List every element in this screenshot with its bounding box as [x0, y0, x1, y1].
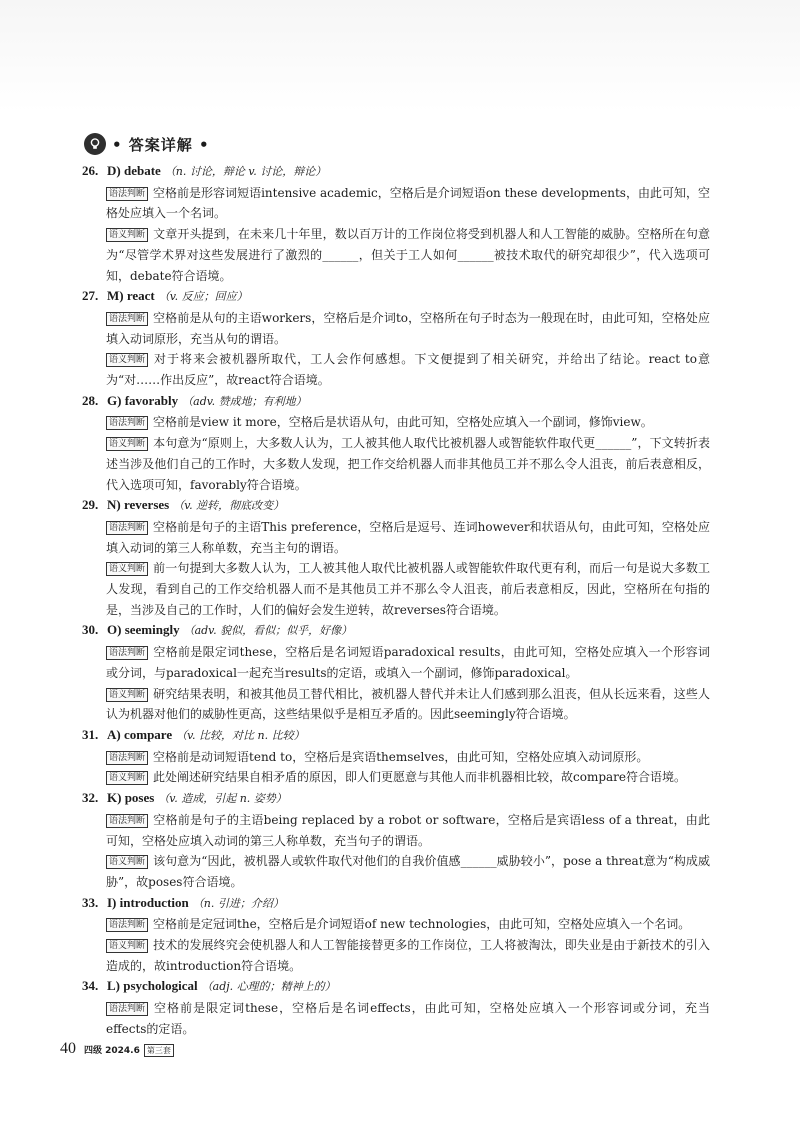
- explanation-text: 前一句提到大多数人认为，工人被其他人取代比被机器人或智能软件取代更有利，而后一句是说大多数工人发现，看到自己的工作交给机器人而不是其他员工并不那么令人沮丧，前后表意相反，因此，空格所在句指的是，当涉及自己的工作时，人们的偏好会发生逆转，故reverses符合语境。: [106, 561, 710, 617]
- explanation-paragraph: [106, 914, 710, 935]
- judgment-tag: 语法判断: [106, 521, 148, 535]
- judgment-tag: 语法判断: [106, 312, 148, 326]
- answer-gloss: （v. 造成，引起 n. 姿势）: [158, 792, 287, 806]
- answer-gloss: （adj. 心理的；精神上的）: [201, 980, 336, 994]
- judgment-tag: 语法判断: [106, 187, 148, 201]
- judgment-tag: 语义判断: [106, 771, 148, 785]
- lightbulb-icon: [84, 133, 106, 155]
- answer-heading: [82, 620, 710, 642]
- answer-heading: [82, 788, 710, 810]
- judgment-tag: 语义判断: [106, 939, 148, 953]
- explanation-text: 研究结果表明，和被其他员工替代相比，被机器人替代并未让人们感到那么沮丧，但从长远来看，这些人认为机器对他们的威胁性更高，这些结果似乎是相互矛盾的。因此seemingly符合语境。: [106, 686, 710, 722]
- judgment-tag: 语义判断: [106, 688, 148, 702]
- answer-item: [82, 161, 710, 286]
- explanation-paragraph: [106, 851, 710, 892]
- explanation-paragraph: [106, 349, 710, 390]
- answer-heading: [82, 495, 710, 517]
- answer-word: M) react: [107, 288, 155, 304]
- explanation-paragraph: [106, 998, 710, 1039]
- top-margin-band: [0, 0, 800, 112]
- explanation-text: 对于将来会被机器所取代，工人会作何感想。下文便提到了相关研究，并给出了结论。react to意为“对……作出反应”，故react符合语境。: [106, 352, 710, 388]
- explanation-paragraph: [106, 308, 710, 349]
- answer-word: K) poses: [107, 790, 155, 806]
- explanation-text: 空格前是限定词these，空格后是名词短语paradoxical results，由此可知，空格处应填入一个形容词或分词，与paradoxical一起充当results的定语，或填入一个副词，修饰paradoxical。: [106, 645, 710, 680]
- answer-gloss: （v. 反应；回应）: [158, 290, 248, 304]
- answer-item: [82, 725, 710, 788]
- answer-item: [82, 495, 710, 620]
- explanation-paragraph: [106, 935, 710, 976]
- answer-word: N) reverses: [107, 497, 170, 513]
- answer-word: G) favorably: [107, 392, 179, 408]
- explanation-text: 空格前是从句的主语workers，空格后是介词to，空格所在句子时态为一般现在时，由此可知，空格处应填入动词原形，充当从句的谓语。: [106, 310, 710, 346]
- answer-word: I) introduction: [107, 894, 189, 910]
- answer-gloss: （n. 引进；介绍）: [192, 896, 284, 910]
- answer-heading: [82, 976, 710, 998]
- explanation-text: 空格前是动词短语tend to，空格后是宾语themselves，由此可知，空格处应填入动词原形。: [153, 749, 649, 764]
- judgment-tag: 语法判断: [106, 814, 148, 828]
- answer-heading: [82, 893, 710, 915]
- judgment-tag: 语法判断: [106, 646, 148, 660]
- judgment-tag: 语义判断: [106, 855, 148, 869]
- page-footer: [60, 1040, 174, 1058]
- explanation-paragraph: [106, 412, 710, 433]
- set-badge: 第三套: [144, 1044, 174, 1057]
- question-number: 27.: [82, 288, 99, 304]
- judgment-tag: 语法判断: [106, 918, 148, 932]
- explanation-text: 空格前是句子的主语being replaced by a robot or software，空格后是宾语less of a threat，由此可知，空格处应填入动词的第三人称单数，充当句子的谓语。: [106, 812, 710, 848]
- explanation-text: 本句意为“原则上，大多数人认为，工人被其他人取代比被机器人或智能软件取代更______”，下文转折表述当涉及他们自己的工作时，大多数人发现，把工作交给机器人而非其他员工并不那么令人沮丧，前后表意相反，代入选项可知，favorably符合语境。: [106, 436, 710, 492]
- explanation-paragraph: [106, 684, 710, 725]
- explanation-text: 空格前是形容词短语intensive academic，空格后是介词短语on these developments，由此可知，空格处应填入一个名词。: [106, 185, 710, 221]
- question-number: 31.: [82, 726, 99, 742]
- judgment-tag: 语义判断: [106, 228, 148, 242]
- explanation-paragraph: [106, 558, 710, 620]
- question-number: 32.: [82, 790, 99, 806]
- explanation-paragraph: [106, 224, 710, 286]
- answer-gloss: （adv. 赞成地；有利地）: [182, 394, 307, 408]
- answer-list: [82, 161, 710, 1040]
- explanation-paragraph: [106, 767, 710, 788]
- judgment-tag: 语法判断: [106, 751, 148, 765]
- question-number: 26.: [82, 163, 99, 178]
- answer-item: [82, 620, 710, 725]
- answer-item: [82, 286, 710, 391]
- answer-item: [82, 391, 710, 496]
- question-number: 34.: [82, 978, 99, 994]
- judgment-tag: 语义判断: [106, 353, 148, 367]
- answer-word: A) compare: [107, 726, 173, 742]
- explanation-paragraph: [106, 517, 710, 558]
- question-number: 29.: [82, 497, 99, 513]
- answer-word: O) seemingly: [107, 622, 180, 638]
- explanation-text: 空格前是view it more，空格后是状语从句，由此可知，空格处应填入一个副词，修饰view。: [153, 415, 653, 430]
- answer-heading: [82, 725, 710, 747]
- explanation-paragraph: [106, 642, 710, 683]
- answer-explanation-header: [84, 132, 210, 156]
- judgment-tag: 语义判断: [106, 562, 148, 576]
- explanation-text: 该句意为“因此，被机器人或软件取代对他们的自我价值感______威胁较小”，pose a threat意为“构成威胁”，故poses符合语境。: [106, 854, 710, 889]
- explanation-paragraph: [106, 747, 710, 768]
- question-number: 30.: [82, 622, 99, 638]
- answer-heading: [82, 286, 710, 308]
- explanation-text: 此处阐述研究结果自相矛盾的原因，即人们更愿意与其他人而非机器相比较，故compare符合语境。: [153, 770, 687, 785]
- answer-heading: [82, 161, 710, 183]
- judgment-tag: 语法判断: [106, 416, 148, 430]
- explanation-text: 技术的发展终究会使机器人和人工智能接替更多的工作岗位，工人将被淘汰，即失业是由于新技术的引入造成的，故introduction符合语境。: [106, 938, 710, 973]
- explanation-text: 文章开头提到，在未来几十年里，数以百万计的工作岗位将受到机器人和人工智能的威胁。空格所在句意为“尽管学术界对这些发展进行了激烈的______，但关于工人如何______被技术取代的研究却很少”，代入选项可知，debate符合语境。: [106, 227, 710, 283]
- answer-item: [82, 788, 710, 893]
- explanation-text: 空格前是限定词these，空格后是名词effects，由此可知，空格处应填入一个形容词或分词，充当effects的定语。: [106, 1001, 710, 1036]
- explanation-text: 空格前是句子的主语This preference，空格后是逗号、连词however和状语从句，由此可知，空格处应填入动词的第三人称单数，充当主句的谓语。: [106, 519, 710, 555]
- explanation-paragraph: [106, 433, 710, 495]
- answer-gloss: （v. 逆转，彻底改变）: [173, 499, 285, 513]
- answer-item: [82, 893, 710, 977]
- question-number: 33.: [82, 894, 99, 910]
- answer-word: D) debate: [107, 163, 161, 178]
- answer-gloss: （n. 讨论，辩论 v. 讨论，辩论）: [164, 165, 327, 178]
- answer-item: [82, 976, 710, 1039]
- explanation-paragraph: [106, 810, 710, 851]
- answer-gloss: （v. 比较，对比 n. 比较）: [176, 728, 305, 742]
- section-title: • 答案详解 •: [112, 135, 210, 154]
- answer-gloss: （adv. 貌似，看似；似乎，好像）: [183, 624, 353, 638]
- exam-label: 四级 2024.6: [84, 1046, 140, 1056]
- judgment-tag: 语义判断: [106, 437, 148, 451]
- explanation-paragraph: [106, 183, 710, 224]
- explanation-text: 空格前是定冠词the，空格后是介词短语of new technologies，由此可知，空格处应填入一个名词。: [153, 917, 691, 932]
- page-number: 40: [60, 1040, 76, 1057]
- judgment-tag: 语法判断: [106, 1002, 148, 1016]
- answer-heading: [82, 391, 710, 413]
- answer-word: L) psychological: [107, 978, 198, 994]
- question-number: 28.: [82, 392, 99, 408]
